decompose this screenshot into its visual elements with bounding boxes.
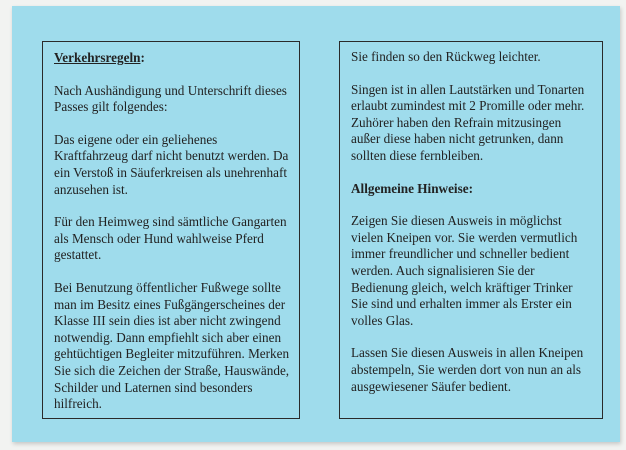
- intro-paragraph: Nach Aushändigung und Unterschrift dieses Passes gilt folgendes:: [54, 82, 287, 115]
- footpath-rule-paragraph: Bei Benutzung öffentlicher Fußwege sollte man im Besitz eines Fußgängerscheines der Klasse III sein dies ist aber nicht zwingend notwendig. Dann empfiehlt sich aber einen gehtüchtigen Begleiter mitzuführen. Merken Sie sich die Zeichen der Straße, Hauswände, Schilder und Laternen sind besonders hilfreich.: [54, 279, 290, 412]
- show-pass-paragraph: Zeigen Sie diesen Ausweis in möglichst vielen Kneipen vor. Sie werden vermutlich immer freundlicher und schneller bedient werden. Auch signalisieren Sie der Bedienung gleich, welch kräftiger Trinker Sie sind und erhalten immer als Erster ein volles Glas.: [351, 213, 578, 328]
- homeway-rule-paragraph: Für den Heimweg sind sämtliche Gangarten als Mensch oder Hund wahlweise Pferd gestattet.: [54, 214, 287, 263]
- pass-card: [12, 6, 620, 442]
- return-way-paragraph: Sie finden so den Rückweg leichter.: [351, 49, 541, 64]
- singing-rule-paragraph: Singen ist in allen Lautstärken und Tonarten erlaubt zumindest mit 2 Promille oder mehr. Zuhörer haben den Refrain mitzusingen außer diese haben nicht getrunken, dann sollten diese fernbleiben.: [351, 81, 585, 163]
- traffic-rules-heading-text: Verkehrsregeln: [54, 50, 141, 65]
- general-notes-panel: [339, 41, 603, 419]
- stamp-pass-paragraph: Lassen Sie diesen Ausweis in allen Kneipen abstempeln, Sie werden dort von nun an als ausgewiesener Säufer bedient.: [351, 345, 584, 394]
- general-notes-heading: Allgemeine Hinweise:: [351, 180, 473, 196]
- traffic-rules-panel: [42, 41, 300, 419]
- traffic-rules-heading: [54, 50, 291, 67]
- traffic-rules-heading-colon: :: [140, 50, 145, 65]
- vehicle-rule-paragraph: Das eigene oder ein geliehenes Kraftfahrzeug darf nicht benutzt werden. Da ein Verstoß in Säuferkreisen als unehrenhaft anzusehen ist.: [54, 131, 289, 197]
